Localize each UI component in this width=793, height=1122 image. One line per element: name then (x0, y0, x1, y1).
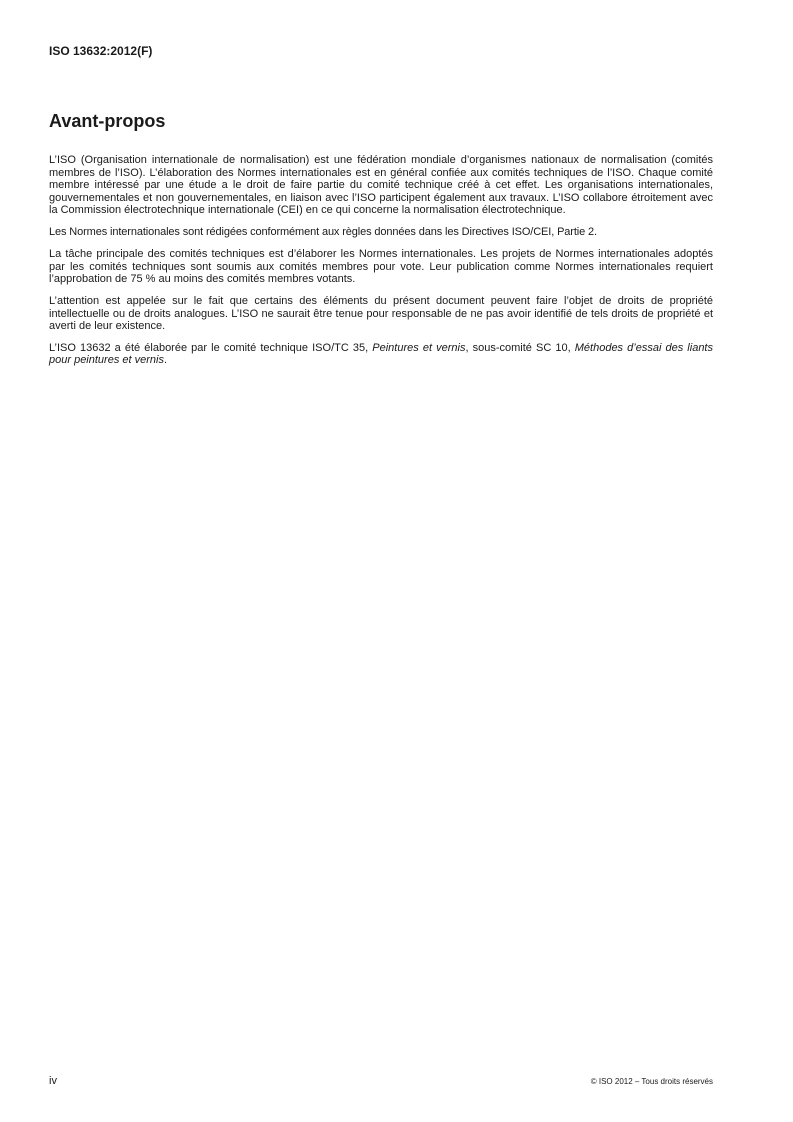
paragraph-5 (49, 342, 713, 367)
paragraph-5-lead: L’ISO 13632 a été élaborée par le comité technique ISO/TC 35, (49, 341, 373, 354)
committee-title: Peintures et vernis (372, 341, 466, 354)
paragraph-3: La tâche principale des comités techniques est d’élaborer les Normes internationales. Les projets de Normes internationales adoptés par les comités techniques sont soumis aux comités membres pour vote. Leur publication comme Normes internationales requiert l’approbation de 75 % au moins des comités membres votants. (49, 247, 713, 286)
copyright-notice: © ISO 2012 – Tous droits réservés (590, 1077, 713, 1086)
page-number: iv (49, 1075, 57, 1087)
section-title: Avant-propos (49, 111, 166, 131)
subcommittee-title: Méthodes d’essai des liants pour peintures et vernis (49, 341, 713, 367)
foreword-body (49, 154, 713, 376)
paragraph-4: L’attention est appelée sur le fait que certains des éléments du présent document peuvent faire l’objet de droits de propriété intellectuelle ou de droits analogues. L’ISO ne saurait être tenue pour responsable de ne pas avoir identifié de tels droits de propriété et averti de leur existence. (49, 294, 713, 333)
paragraph-1: L’ISO (Organisation internationale de normalisation) est une fédération mondiale d’organismes nationaux de normalisation (comités membres de l’ISO). L’élaboration des Normes internationales est en général confiée aux comités techniques de l’ISO. Chaque comité membre intéressé par une étude a le droit de faire partie du comité technique créé à cet effet. Les organisations internationales, gouvernementales et non gouvernementales, en liaison avec l’ISO participent également aux travaux. L’ISO collabore étroitement avec la Commission électrotechnique internationale (CEI) en ce qui concerne la normalisation électrotechnique. (49, 154, 713, 217)
paragraph-2 (49, 226, 713, 239)
document-id: ISO 13632:2012(F) (49, 44, 153, 58)
paragraph-2-text: Les Normes internationales sont rédigées conformément aux règles données dans les Directives ISO/CEI, Partie 2. (49, 226, 597, 239)
paragraph-5-middle: , sous-comité SC 10, (465, 341, 575, 354)
paragraph-5-end: . (163, 354, 168, 367)
